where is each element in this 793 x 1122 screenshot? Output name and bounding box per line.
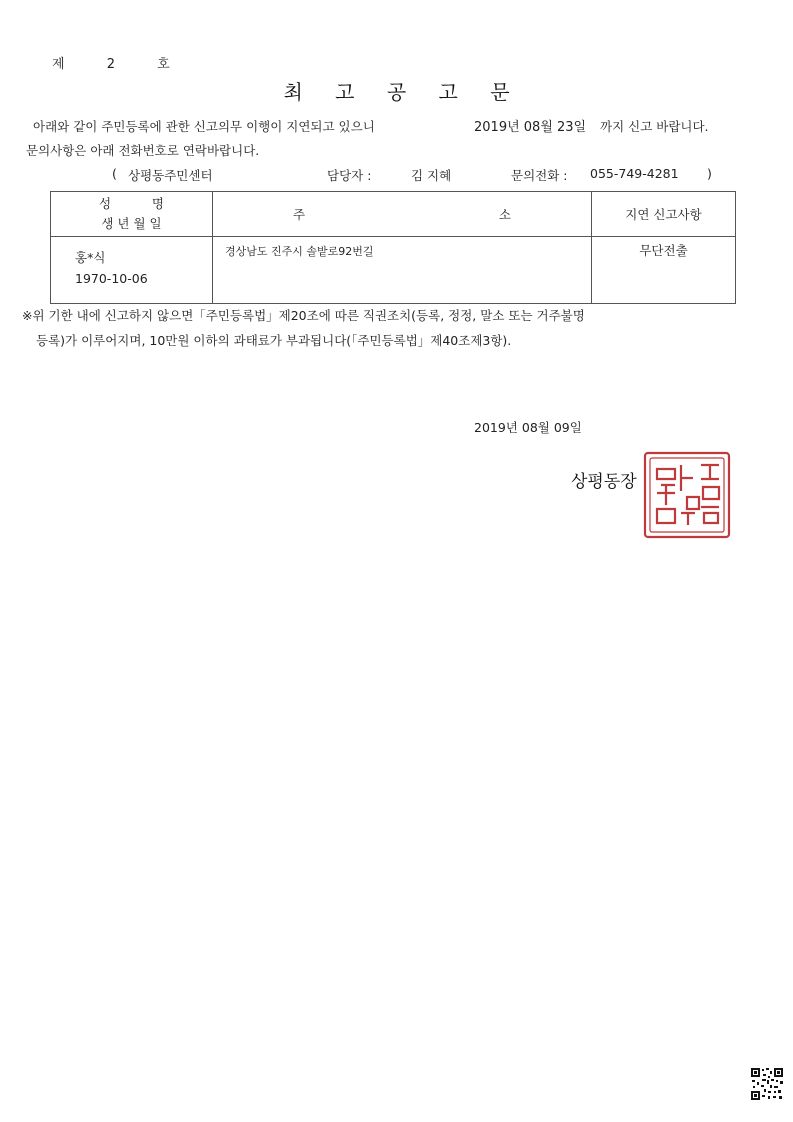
notice-line-2: 등록)가 이루어지며, 10만원 이하의 과태료가 부과됩니다(「주민등록법」제40조제3항).: [36, 333, 512, 348]
title-char: 최: [283, 80, 303, 104]
title-char: 공: [386, 80, 407, 104]
signer-title: 상평동장: [571, 472, 637, 492]
title-char: 고: [335, 80, 355, 104]
contact-manager-name: 김 지혜: [411, 168, 452, 183]
header-birth: 생 년 월 일: [101, 216, 162, 231]
table-row: [51, 237, 736, 304]
notice-line-1: ※위 기한 내에 신고하지 않으면「주민등록법」제20조에 따른 직권조치(등록, 정정, 말소 또는 거주불명: [22, 308, 585, 323]
intro-line-2: 문의사항은 아래 전화번호로 연락바랍니다.: [26, 143, 260, 158]
notice-table: [50, 191, 736, 304]
header-addr-b: 소: [498, 207, 511, 222]
cell-name-birth: [51, 237, 213, 304]
person-birth: 1970-10-06: [75, 271, 148, 286]
contact-open-paren: (: [112, 166, 117, 181]
contact-phone-label: 문의전화 :: [511, 168, 568, 183]
issue-date: 2019년 08월 09일: [474, 420, 582, 435]
header-late-item: 지연 신고사항: [592, 192, 736, 237]
table-header-row: [51, 192, 736, 237]
header-address: [213, 192, 592, 237]
contact-office: 상평동주민센터: [128, 168, 213, 183]
intro-line-1: 아래와 같이 주민등록에 관한 신고의무 이행이 지연되고 있으니: [33, 119, 375, 134]
due-tail: 까지 신고 바랍니다.: [600, 119, 709, 134]
title-char: 고: [438, 80, 458, 104]
doc-number-suffix: 호: [157, 57, 170, 72]
contact-manager-label: 담당자 :: [327, 168, 372, 183]
cell-late-item: 무단전출: [592, 237, 736, 304]
qr-code-icon: [750, 1067, 784, 1101]
document-number: [52, 53, 170, 72]
doc-number-prefix: 제: [52, 57, 65, 72]
contact-phone: 055-749-4281: [590, 166, 679, 181]
person-name: 홍*식: [75, 250, 106, 265]
doc-number-value: 2: [106, 57, 115, 72]
official-seal-icon: [641, 449, 733, 541]
title-char: 문: [490, 80, 510, 104]
cell-address: 경상남도 진주시 솔밭로92번길: [213, 237, 592, 304]
document-title: [0, 76, 793, 105]
contact-close-paren: ): [707, 166, 712, 181]
header-name-a: 성: [99, 196, 112, 211]
header-name-birth: [51, 192, 213, 237]
due-date: 2019년 08월 23일: [474, 120, 587, 135]
header-name-b: 명: [151, 196, 164, 211]
header-addr-a: 주: [293, 207, 306, 222]
